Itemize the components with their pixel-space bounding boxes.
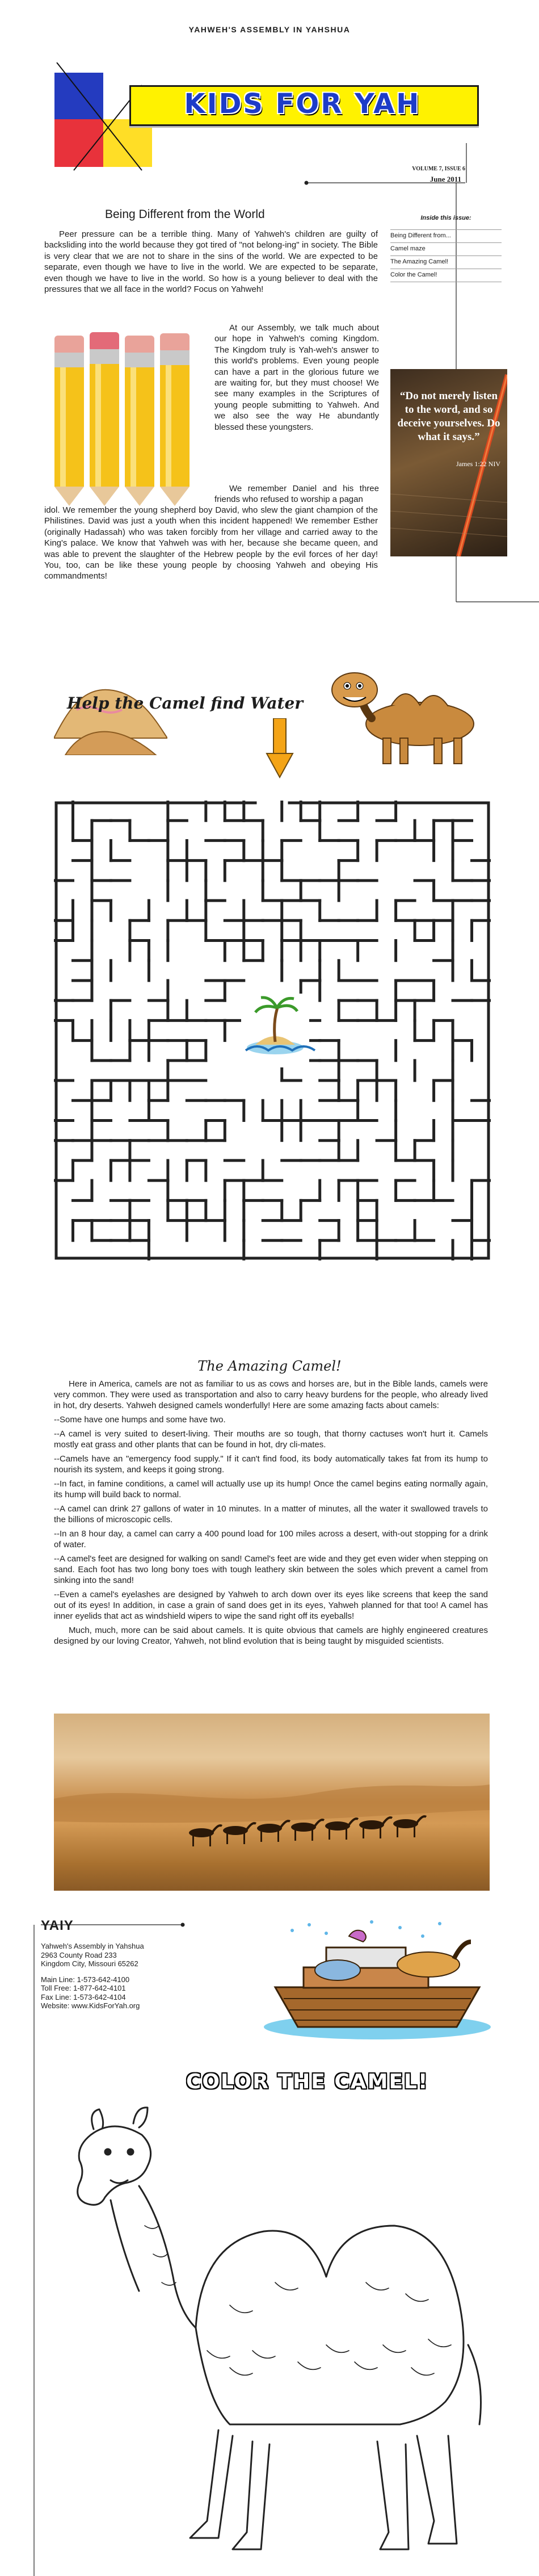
sidebar-item-camel-maze[interactable]: Camel maze <box>390 242 502 255</box>
sidebar-item-color-camel[interactable]: Color the Camel! <box>390 269 502 282</box>
camel-article-title: The Amazing Camel! <box>197 1358 342 1374</box>
arrow-down-icon <box>266 718 294 781</box>
camel-fact-intro: Here in America, camels are not as familiar to us as cows and horses are, but in the Bible lands, camels were very common. They were used as transportation and also to carry heavy burdens for the people, who already lived in hot, dry deserts. Yahweh designed camels wonderfully! Here are some amazing facts about camels: <box>54 1379 488 1410</box>
caravan-silhouettes <box>54 1714 490 1891</box>
camel-coloring-outline[interactable] <box>60 2101 491 2566</box>
sidebar-title: Inside this issue: <box>420 215 471 221</box>
website-link[interactable]: Website: www.KidsForYah.org <box>41 2001 140 2010</box>
camel-fact: --A camel can drink 27 gallons of water in 10 minutes. In a matter of minutes, all the water it swallowed travels to the billions of microscopic cells. <box>54 1504 488 1524</box>
camel-fact-conclusion: Much, much, more can be said about camels. It is quite obvious that camels are highly engineered creatures designed by our loving Creator, Yahweh, not blind evolution that is being taught by misguided scientists. <box>54 1626 488 1646</box>
organization-name: YAHWEH'S ASSEMBLY IN YAHSHUA <box>188 25 351 34</box>
inside-this-issue <box>390 215 502 282</box>
camel-fact: --Even a camel's eyelashes are designed by Yahweh to arch down over its eyes like screens that keep the sand out of its eyes! In addition, in case a grain of sand does get in its eyes, Yahweh planned for that too! A camel has inner eyelids that act as windshield wipers to wipe the sand right off its eyeballs! <box>54 1590 488 1621</box>
camel-fact: --In fact, in famine conditions, a camel will actually use up its hump! Once the camel begins eating normally again, its hump will build back to normal. <box>54 1479 488 1499</box>
article-paragraph-2: At our Assembly, we talk much about our hope in Yahweh's coming Kingdom. The Kingdom truly is Yah-weh's answer to this world's problems. Even young people can have a part in the glorious future we are waiting for, but they must choose! We see many examples in the Scriptures of young people submitting to Yahweh. And we also see the way He abundantly blessed these youngsters. <box>214 323 379 432</box>
mailing-address <box>41 1942 144 2010</box>
article-paragraph-1: Peer pressure can be a terrible thing. Many of Yahweh's children are guilty of backsliding into the world because they got tired of "not belong-ing" in society. The Bible is very clear that we are not to share in the sins of the world. We are expected to be separate, even though we have to live in the world. We are expected to be separate, even though we have to live in the world. So how is a young believer to deal with the pressures that we all face in the world? Focus on Yahweh! <box>44 229 378 295</box>
noahs-ark-illustration <box>258 1913 496 2044</box>
sand-dune-illustration <box>54 670 167 755</box>
yaiy-logo: YAIY <box>41 1918 74 1933</box>
camel-fact: --A camel's feet are designed for walking on sand! Camel's feet are wide and they get even wider when stepping on sand. Each foot has two long bony toes with tough leathery skin between the soles which prevent a camel from sinking into the sand! <box>54 1554 488 1585</box>
maze-title: Help the Camel find Water <box>67 694 304 713</box>
camel-facts <box>54 1379 488 1650</box>
cartoon-camel-illustration <box>323 670 494 766</box>
camel-fact: --A camel is very suited to desert-living. Their mouths are so tough, that thorny cactuses won't hurt it. Camels mostly eat grass and other plants that can be found in hot, dry cli-mates. <box>54 1429 488 1450</box>
contact-line: Fax Line: 1-573-642-4104 <box>41 1992 126 2001</box>
pencils-illustration <box>50 332 205 506</box>
contact-line: Main Line: 1-573-642-4100 <box>41 1975 130 1984</box>
issue-date: June 2011 <box>429 175 461 183</box>
contact-line: Toll Free: 1-877-642-4101 <box>41 1984 126 1992</box>
newsletter-title: KIDS FOR YAH <box>184 88 421 120</box>
camel-fact: --In an 8 hour day, a camel can carry a 400 pound load for 100 miles across a desert, with-out stopping for a drink of water. <box>54 1529 488 1549</box>
address-line: Yahweh's Assembly in Yahshua <box>41 1942 144 1950</box>
camel-fact: --Camels have an "emergency food supply." If it can't find food, its body automatically takes fat from its hump to nourish its system, and keeps it going strong. <box>54 1454 488 1475</box>
scripture-quote-text: “Do not merely listen to the word, and so deceive yourselves. Do what it says.” <box>397 390 500 443</box>
article-paragraph-3-end: idol. We remember the young shepherd boy David, who slew the giant champion of the Philistines. David was just a youth when this incident happened! We remember Esther (originally Hadassah) who was taken forcibly from her village and carried away to the King's palace. We know that Yahweh was with her, because she became queen, and was able to prevent the slaughter of the Hebrew people by the evil forces of her day! You, too, can be like these young people by choosing Yahweh and obeying His commandments! <box>44 505 378 581</box>
article-paragraph-3-start: We remember Daniel and his three friends who refused to worship a pagan <box>214 484 379 505</box>
address-line: Kingdom City, Missouri 65262 <box>41 1959 138 1968</box>
scripture-reference: James 1:22 NIV <box>456 460 500 468</box>
coloring-title: COLOR THE CAMEL! <box>186 2070 429 2093</box>
sidebar-item-amazing-camel[interactable]: The Amazing Camel! <box>390 255 502 269</box>
article-title: Being Different from the World <box>105 208 265 221</box>
address-line: 2963 County Road 233 <box>41 1950 117 1959</box>
volume-issue: VOLUME 7, ISSUE 6 <box>412 166 465 172</box>
sidebar-item-being-different[interactable]: Being Different from... <box>390 229 502 242</box>
camel-fact: --Some have one humps and some have two. <box>54 1415 226 1425</box>
camel-maze[interactable] <box>54 801 491 1260</box>
